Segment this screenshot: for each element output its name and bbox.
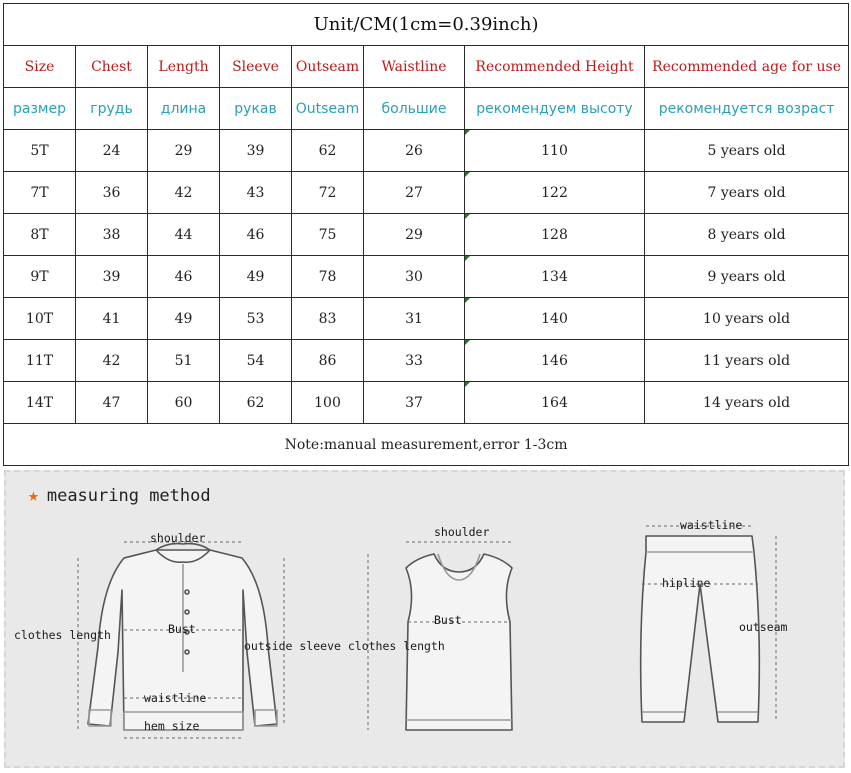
header-cell: Recommended Height — [465, 46, 645, 88]
table-cell: 10 years old — [645, 298, 849, 340]
table-row — [4, 340, 849, 382]
table-cell: 8 years old — [645, 214, 849, 256]
russian-header-cell: длина — [148, 88, 220, 130]
table-cell: 164 — [465, 382, 645, 424]
table-cell: 9 years old — [645, 256, 849, 298]
table-cell: 46 — [148, 256, 220, 298]
table-cell: 29 — [148, 130, 220, 172]
table-cell: 27 — [364, 172, 465, 214]
russian-header-cell: Outseam — [292, 88, 364, 130]
russian-header-cell: размер — [4, 88, 76, 130]
table-cell: 146 — [465, 340, 645, 382]
table-row — [4, 382, 849, 424]
table-cell: 7 years old — [645, 172, 849, 214]
table-cell: 72 — [292, 172, 364, 214]
table-cell: 31 — [364, 298, 465, 340]
table-cell: 42 — [76, 340, 148, 382]
table-cell: 83 — [292, 298, 364, 340]
table-cell: 100 — [292, 382, 364, 424]
table-cell: 26 — [364, 130, 465, 172]
table-cell: 43 — [220, 172, 292, 214]
table-cell: 49 — [220, 256, 292, 298]
table-cell: 46 — [220, 214, 292, 256]
vest-bust-label: Bust — [434, 613, 462, 627]
russian-header-cell: рукав — [220, 88, 292, 130]
table-cell: 30 — [364, 256, 465, 298]
table-cell: 9T — [4, 256, 76, 298]
shirt-shoulder-label: shoulder — [150, 531, 206, 545]
table-title: Unit/CM(1cm=0.39inch) — [4, 4, 849, 46]
shirt-waistline-label: waistline — [144, 691, 207, 705]
table-cell: 62 — [292, 130, 364, 172]
table-row — [4, 130, 849, 172]
russian-header-cell: рекомендуется возраст — [645, 88, 849, 130]
table-cell: 42 — [148, 172, 220, 214]
vest-shoulder-label: shoulder — [434, 525, 490, 539]
shirt-bust-label: Bust — [168, 622, 196, 636]
header-cell: Size — [4, 46, 76, 88]
table-cell: 10T — [4, 298, 76, 340]
table-cell: 5 years old — [645, 130, 849, 172]
measuring-method-panel — [4, 470, 845, 768]
table-cell: 24 — [76, 130, 148, 172]
header-cell: Waistline — [364, 46, 465, 88]
clothes-length-label: clothes length — [14, 628, 111, 642]
table-cell: 60 — [148, 382, 220, 424]
table-cell: 33 — [364, 340, 465, 382]
table-cell: 8T — [4, 214, 76, 256]
table-cell: 11T — [4, 340, 76, 382]
outseam-label: outseam — [739, 620, 788, 634]
russian-header-cell: грудь — [76, 88, 148, 130]
table-cell: 49 — [148, 298, 220, 340]
table-cell: 51 — [148, 340, 220, 382]
header-cell: Outseam — [292, 46, 364, 88]
table-row — [4, 172, 849, 214]
header-cell: Length — [148, 46, 220, 88]
table-cell: 5T — [4, 130, 76, 172]
table-cell: 110 — [465, 130, 645, 172]
table-cell: 44 — [148, 214, 220, 256]
table-cell: 122 — [465, 172, 645, 214]
table-cell: 41 — [76, 298, 148, 340]
table-cell: 75 — [292, 214, 364, 256]
hipline-label: hipline — [662, 576, 711, 590]
table-cell: 36 — [76, 172, 148, 214]
note: Note:manual measurement,error 1-3cm — [4, 424, 849, 466]
table-cell: 29 — [364, 214, 465, 256]
table-cell: 39 — [76, 256, 148, 298]
size-table — [3, 3, 849, 466]
table-cell: 128 — [465, 214, 645, 256]
table-row — [4, 298, 849, 340]
russian-header-row — [4, 88, 849, 130]
russian-header-cell: рекомендуем высоту — [465, 88, 645, 130]
table-cell: 14 years old — [645, 382, 849, 424]
table-cell: 14T — [4, 382, 76, 424]
table-cell: 62 — [220, 382, 292, 424]
table-cell: 134 — [465, 256, 645, 298]
header-row — [4, 46, 849, 88]
table-cell: 39 — [220, 130, 292, 172]
table-cell: 38 — [76, 214, 148, 256]
table-cell: 11 years old — [645, 340, 849, 382]
table-cell: 7T — [4, 172, 76, 214]
method-title-text: measuring method — [46, 486, 211, 506]
header-cell: Recommended age for use — [645, 46, 849, 88]
header-cell: Sleeve — [220, 46, 292, 88]
table-cell: 86 — [292, 340, 364, 382]
star-icon: ★ — [28, 485, 39, 506]
garment-diagrams — [6, 472, 847, 770]
table-cell: 140 — [465, 298, 645, 340]
outside-sleeve-label: outside sleeve clothes length — [244, 639, 445, 653]
pants-waistline-label: waistline — [680, 518, 743, 532]
table-row — [4, 256, 849, 298]
table-cell: 37 — [364, 382, 465, 424]
hem-size-label: hem size — [144, 719, 200, 733]
table-cell: 53 — [220, 298, 292, 340]
header-cell: Chest — [76, 46, 148, 88]
table-row — [4, 214, 849, 256]
russian-header-cell: большие — [364, 88, 465, 130]
table-cell: 78 — [292, 256, 364, 298]
table-cell: 54 — [220, 340, 292, 382]
table-cell: 47 — [76, 382, 148, 424]
